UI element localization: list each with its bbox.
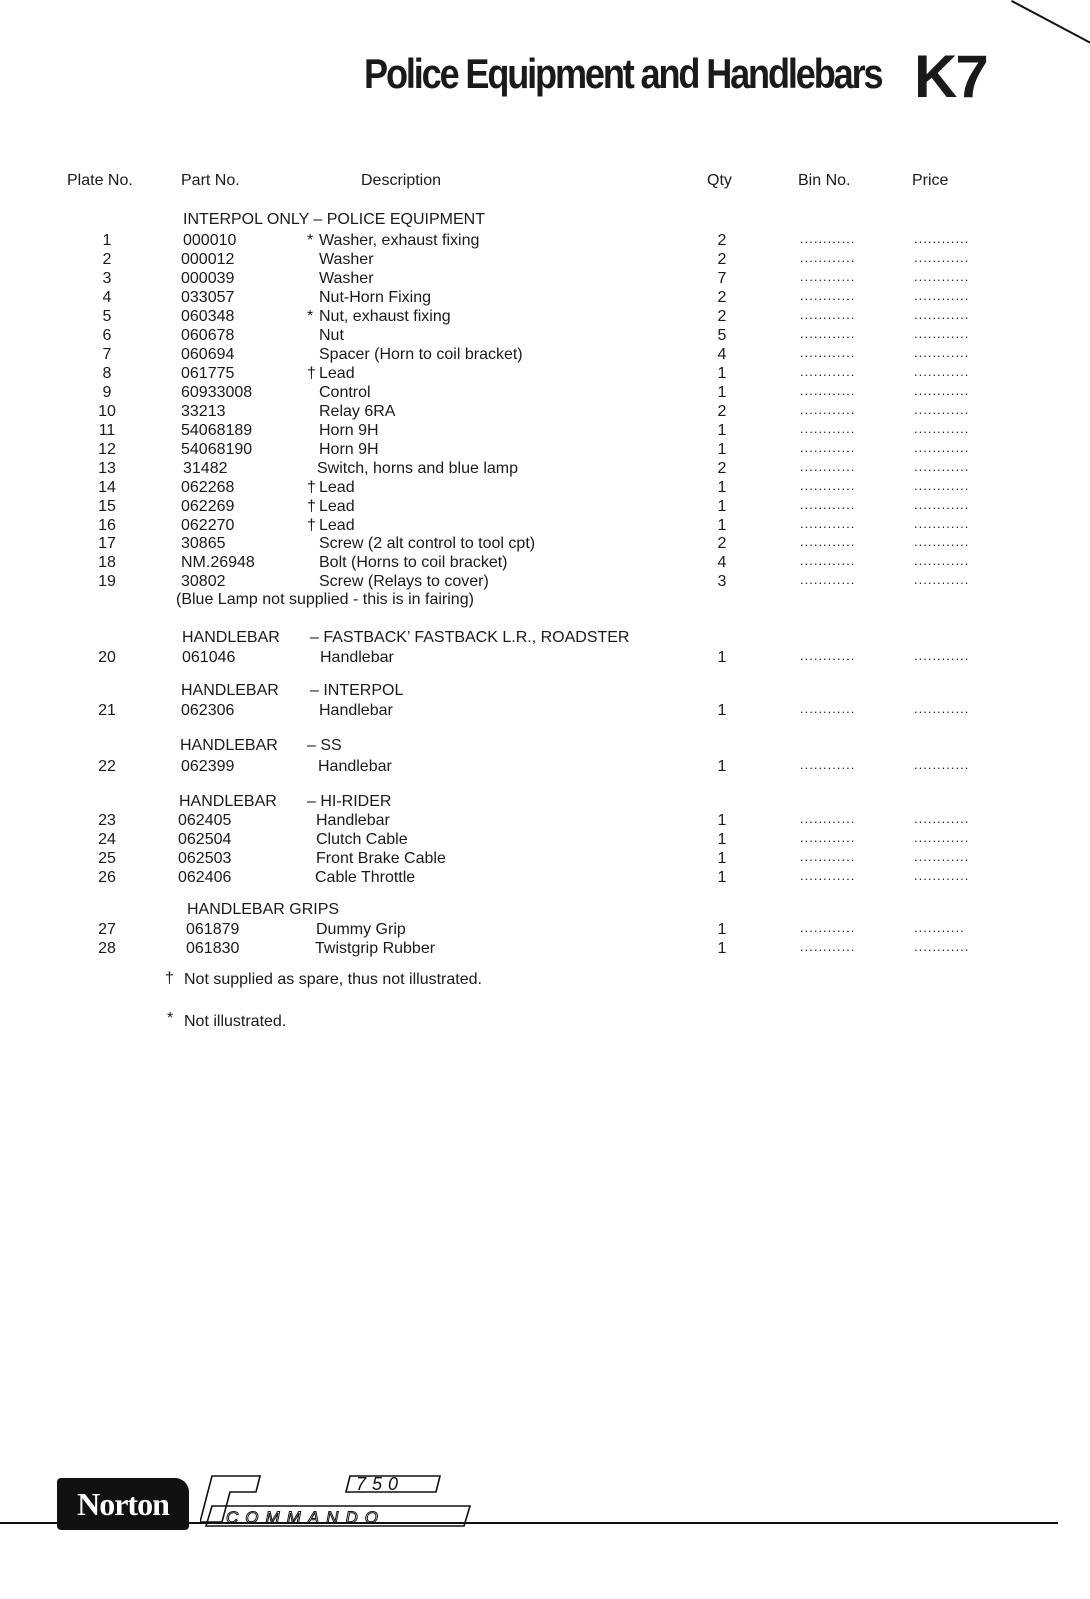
plate-no: 25 — [98, 850, 116, 867]
plate-no: 16 — [98, 517, 116, 534]
part-description: Lead — [319, 365, 355, 382]
part-no: 000039 — [181, 270, 235, 287]
price-blank: ............ — [914, 868, 970, 883]
part-qty: 1 — [717, 869, 727, 886]
section-heading: HANDLEBAR — [180, 737, 278, 754]
model-name-text: COMMANDO — [226, 1508, 385, 1527]
part-qty: 1 — [717, 649, 727, 666]
part-qty: 1 — [717, 921, 727, 938]
section-subheading: – INTERPOL — [310, 682, 404, 699]
bin-no-blank: ............ — [800, 440, 856, 455]
dagger-mark: † — [165, 970, 174, 987]
bin-no-blank: ............ — [800, 868, 856, 883]
plate-no: 26 — [98, 869, 116, 886]
bin-no-blank: ............ — [800, 459, 856, 474]
price-blank: ............ — [914, 497, 970, 512]
price-blank: ............ — [914, 231, 970, 246]
header-part-no: Part No. — [181, 172, 240, 189]
plate-no: 19 — [98, 573, 116, 590]
part-qty: 1 — [717, 940, 727, 957]
bin-no-blank: ............ — [800, 497, 856, 512]
part-description: Nut — [319, 327, 344, 344]
part-no: 062504 — [178, 831, 232, 848]
plate-no: 11 — [98, 422, 116, 439]
part-no: 061830 — [186, 940, 240, 957]
part-description: Bolt (Horns to coil bracket) — [319, 554, 508, 571]
plate-no: 23 — [98, 812, 116, 829]
bin-no-blank: ............ — [800, 307, 856, 322]
bin-no-blank: ............ — [800, 811, 856, 826]
part-no: 062399 — [181, 758, 235, 775]
part-description: Front Brake Cable — [316, 850, 446, 867]
part-qty: 1 — [717, 812, 727, 829]
price-blank: ............ — [914, 345, 970, 360]
price-blank: ............ — [914, 701, 970, 716]
price-blank: ............ — [914, 364, 970, 379]
part-description: Nut, exhaust fixing — [319, 308, 451, 325]
part-description: Dummy Grip — [316, 921, 406, 938]
part-description: Twistgrip Rubber — [315, 940, 436, 957]
section-heading: HANDLEBAR — [182, 629, 280, 646]
part-qty: 2 — [717, 232, 727, 249]
price-blank: ........... — [914, 920, 965, 935]
part-no: 061775 — [181, 365, 235, 382]
bin-no-blank: ............ — [800, 421, 856, 436]
plate-no: 2 — [102, 251, 112, 268]
part-no: 060348 — [181, 308, 235, 325]
plate-no: 27 — [98, 921, 116, 938]
model-number-text: 750 — [356, 1474, 405, 1494]
part-description: Screw (Relays to cover) — [319, 573, 489, 590]
part-no: 062503 — [178, 850, 232, 867]
part-description: Handlebar — [319, 702, 393, 719]
price-blank: ............ — [914, 440, 970, 455]
price-blank: ............ — [914, 421, 970, 436]
plate-no: 1 — [102, 232, 112, 249]
part-qty: 7 — [717, 270, 727, 287]
price-blank: ............ — [914, 288, 970, 303]
bin-no-blank: ............ — [800, 383, 856, 398]
star-mark: * — [167, 1010, 174, 1027]
bin-no-blank: ............ — [800, 269, 856, 284]
plate-no: 22 — [98, 758, 116, 775]
section-subheading: – FASTBACK’ FASTBACK L.R., ROADSTER — [310, 629, 630, 646]
part-no: 062268 — [181, 479, 235, 496]
commando-logo — [200, 1472, 490, 1532]
part-no: 061046 — [182, 649, 236, 666]
part-description: Switch, horns and blue lamp — [317, 460, 518, 477]
part-mark: † — [307, 517, 316, 534]
price-blank: ............ — [914, 250, 970, 265]
section-subheading: – HI-RIDER — [307, 793, 392, 810]
section-heading: INTERPOL ONLY – POLICE EQUIPMENT — [183, 211, 485, 228]
part-qty: 1 — [717, 422, 727, 439]
part-qty: 2 — [717, 308, 727, 325]
part-mark: † — [307, 479, 316, 496]
plate-no: 18 — [98, 554, 116, 571]
plate-no: 3 — [102, 270, 112, 287]
part-description: Lead — [319, 517, 355, 534]
part-no: 060694 — [181, 346, 235, 363]
part-qty: 1 — [717, 702, 727, 719]
part-qty: 1 — [717, 441, 727, 458]
part-qty: 4 — [717, 346, 727, 363]
section-heading: HANDLEBAR — [179, 793, 277, 810]
header-qty: Qty — [707, 172, 732, 189]
part-no: 062306 — [181, 702, 235, 719]
bin-no-blank: ............ — [800, 288, 856, 303]
header-price: Price — [912, 172, 949, 189]
plate-no: 10 — [98, 403, 116, 420]
bin-no-blank: ............ — [800, 326, 856, 341]
price-blank: ............ — [914, 830, 970, 845]
part-no: 062270 — [181, 517, 235, 534]
dagger-footnote: Not supplied as spare, thus not illustrated. — [184, 971, 482, 988]
part-mark: † — [307, 498, 316, 515]
part-qty: 2 — [717, 251, 727, 268]
star-footnote: Not illustrated. — [184, 1013, 287, 1030]
part-description: Lead — [319, 498, 355, 515]
header-bin-no: Bin No. — [798, 172, 851, 189]
part-no: 31482 — [183, 460, 228, 477]
part-qty: 2 — [717, 460, 727, 477]
bin-no-blank: ............ — [800, 939, 856, 954]
part-qty: 4 — [717, 554, 727, 571]
part-no: 033057 — [181, 289, 235, 306]
part-no: NM.26948 — [181, 554, 255, 571]
plate-no: 21 — [98, 702, 116, 719]
section-heading: HANDLEBAR GRIPS — [187, 901, 340, 918]
price-blank: ............ — [914, 811, 970, 826]
price-blank: ............ — [914, 326, 970, 341]
norton-logo: Norton — [57, 1478, 189, 1530]
section-subheading: – SS — [307, 737, 342, 754]
plate-no: 14 — [98, 479, 116, 496]
part-qty: 1 — [717, 831, 727, 848]
part-no: 33213 — [181, 403, 226, 420]
part-qty: 1 — [717, 498, 727, 515]
bin-no-blank: ............ — [800, 920, 856, 935]
page-title: Police Equipment and Handlebars — [364, 50, 882, 97]
part-qty: 1 — [717, 850, 727, 867]
plate-no: 8 — [102, 365, 112, 382]
part-no: 062269 — [181, 498, 235, 515]
part-no: 60933008 — [181, 384, 253, 401]
part-no: 060678 — [181, 327, 235, 344]
plate-no: 15 — [98, 498, 116, 515]
bin-no-blank: ............ — [800, 250, 856, 265]
part-description: Relay 6RA — [319, 403, 396, 420]
price-blank: ............ — [914, 572, 970, 587]
plate-no: 17 — [98, 535, 116, 552]
bin-no-blank: ............ — [800, 516, 856, 531]
part-no: 061879 — [186, 921, 240, 938]
bin-no-blank: ............ — [800, 553, 856, 568]
part-description: Handlebar — [316, 812, 390, 829]
part-no: 000010 — [183, 232, 237, 249]
price-blank: ............ — [914, 648, 970, 663]
bin-no-blank: ............ — [800, 364, 856, 379]
price-blank: ............ — [914, 459, 970, 474]
part-description: Nut-Horn Fixing — [319, 289, 432, 306]
header-description: Description — [361, 172, 442, 189]
part-description: Control — [319, 384, 371, 401]
price-blank: ............ — [914, 269, 970, 284]
price-blank: ............ — [914, 516, 970, 531]
part-description: Horn 9H — [319, 441, 379, 458]
part-no: 000012 — [181, 251, 235, 268]
plate-no: 6 — [102, 327, 112, 344]
part-qty: 2 — [717, 403, 727, 420]
price-blank: ............ — [914, 383, 970, 398]
part-no: 54068189 — [181, 422, 253, 439]
plate-no: 20 — [98, 649, 116, 666]
price-blank: ............ — [914, 307, 970, 322]
part-description: Horn 9H — [319, 422, 379, 439]
part-description: Washer, exhaust fixing — [319, 232, 480, 249]
part-description: Screw (2 alt control to tool cpt) — [319, 535, 536, 552]
bin-no-blank: ............ — [800, 830, 856, 845]
part-no: 30802 — [181, 573, 226, 590]
bin-no-blank: ............ — [800, 345, 856, 360]
part-description: Clutch Cable — [316, 831, 408, 848]
part-mark: * — [307, 232, 314, 249]
part-description: Cable Throttle — [315, 869, 416, 886]
section-code: K7 — [914, 43, 987, 110]
plate-no: 9 — [102, 384, 112, 401]
bin-no-blank: ............ — [800, 231, 856, 246]
bin-no-blank: ............ — [800, 402, 856, 417]
price-blank: ............ — [914, 939, 970, 954]
part-qty: 2 — [717, 289, 727, 306]
bin-no-blank: ............ — [800, 701, 856, 716]
bin-no-blank: ............ — [800, 648, 856, 663]
corner-mark — [1011, 0, 1090, 44]
header-plate-no: Plate No. — [67, 172, 133, 189]
bin-no-blank: ............ — [800, 757, 856, 772]
part-no: 30865 — [181, 535, 226, 552]
part-qty: 1 — [717, 758, 727, 775]
part-qty: 1 — [717, 517, 727, 534]
plate-no: 12 — [98, 441, 116, 458]
bin-no-blank: ............ — [800, 849, 856, 864]
price-blank: ............ — [914, 478, 970, 493]
plate-no: 13 — [98, 460, 116, 477]
price-blank: ............ — [914, 402, 970, 417]
plate-no: 7 — [102, 346, 112, 363]
part-qty: 1 — [717, 384, 727, 401]
section-heading: HANDLEBAR — [181, 682, 279, 699]
plate-no: 5 — [102, 308, 112, 325]
part-no: 062406 — [178, 869, 232, 886]
price-blank: ............ — [914, 534, 970, 549]
part-qty: 1 — [717, 365, 727, 382]
price-blank: ............ — [914, 849, 970, 864]
part-qty: 5 — [717, 327, 727, 344]
price-blank: ............ — [914, 553, 970, 568]
part-mark: † — [307, 365, 316, 382]
part-no: 062405 — [178, 812, 232, 829]
plate-no: 24 — [98, 831, 116, 848]
part-description: Washer — [319, 270, 374, 287]
price-blank: ............ — [914, 757, 970, 772]
plate-no: 28 — [98, 940, 116, 957]
bin-no-blank: ............ — [800, 534, 856, 549]
part-description: Lead — [319, 479, 355, 496]
part-description: Washer — [319, 251, 374, 268]
bin-no-blank: ............ — [800, 572, 856, 587]
plate-no: 4 — [102, 289, 112, 306]
part-description: Handlebar — [318, 758, 392, 775]
part-no: 54068190 — [181, 441, 253, 458]
bin-no-blank: ............ — [800, 478, 856, 493]
part-description: Handlebar — [320, 649, 394, 666]
part-qty: 2 — [717, 535, 727, 552]
blue-lamp-note: (Blue Lamp not supplied - this is in fairing) — [176, 591, 474, 608]
part-qty: 1 — [717, 479, 727, 496]
part-qty: 3 — [717, 573, 727, 590]
part-description: Spacer (Horn to coil bracket) — [319, 346, 523, 363]
part-mark: * — [307, 308, 314, 325]
